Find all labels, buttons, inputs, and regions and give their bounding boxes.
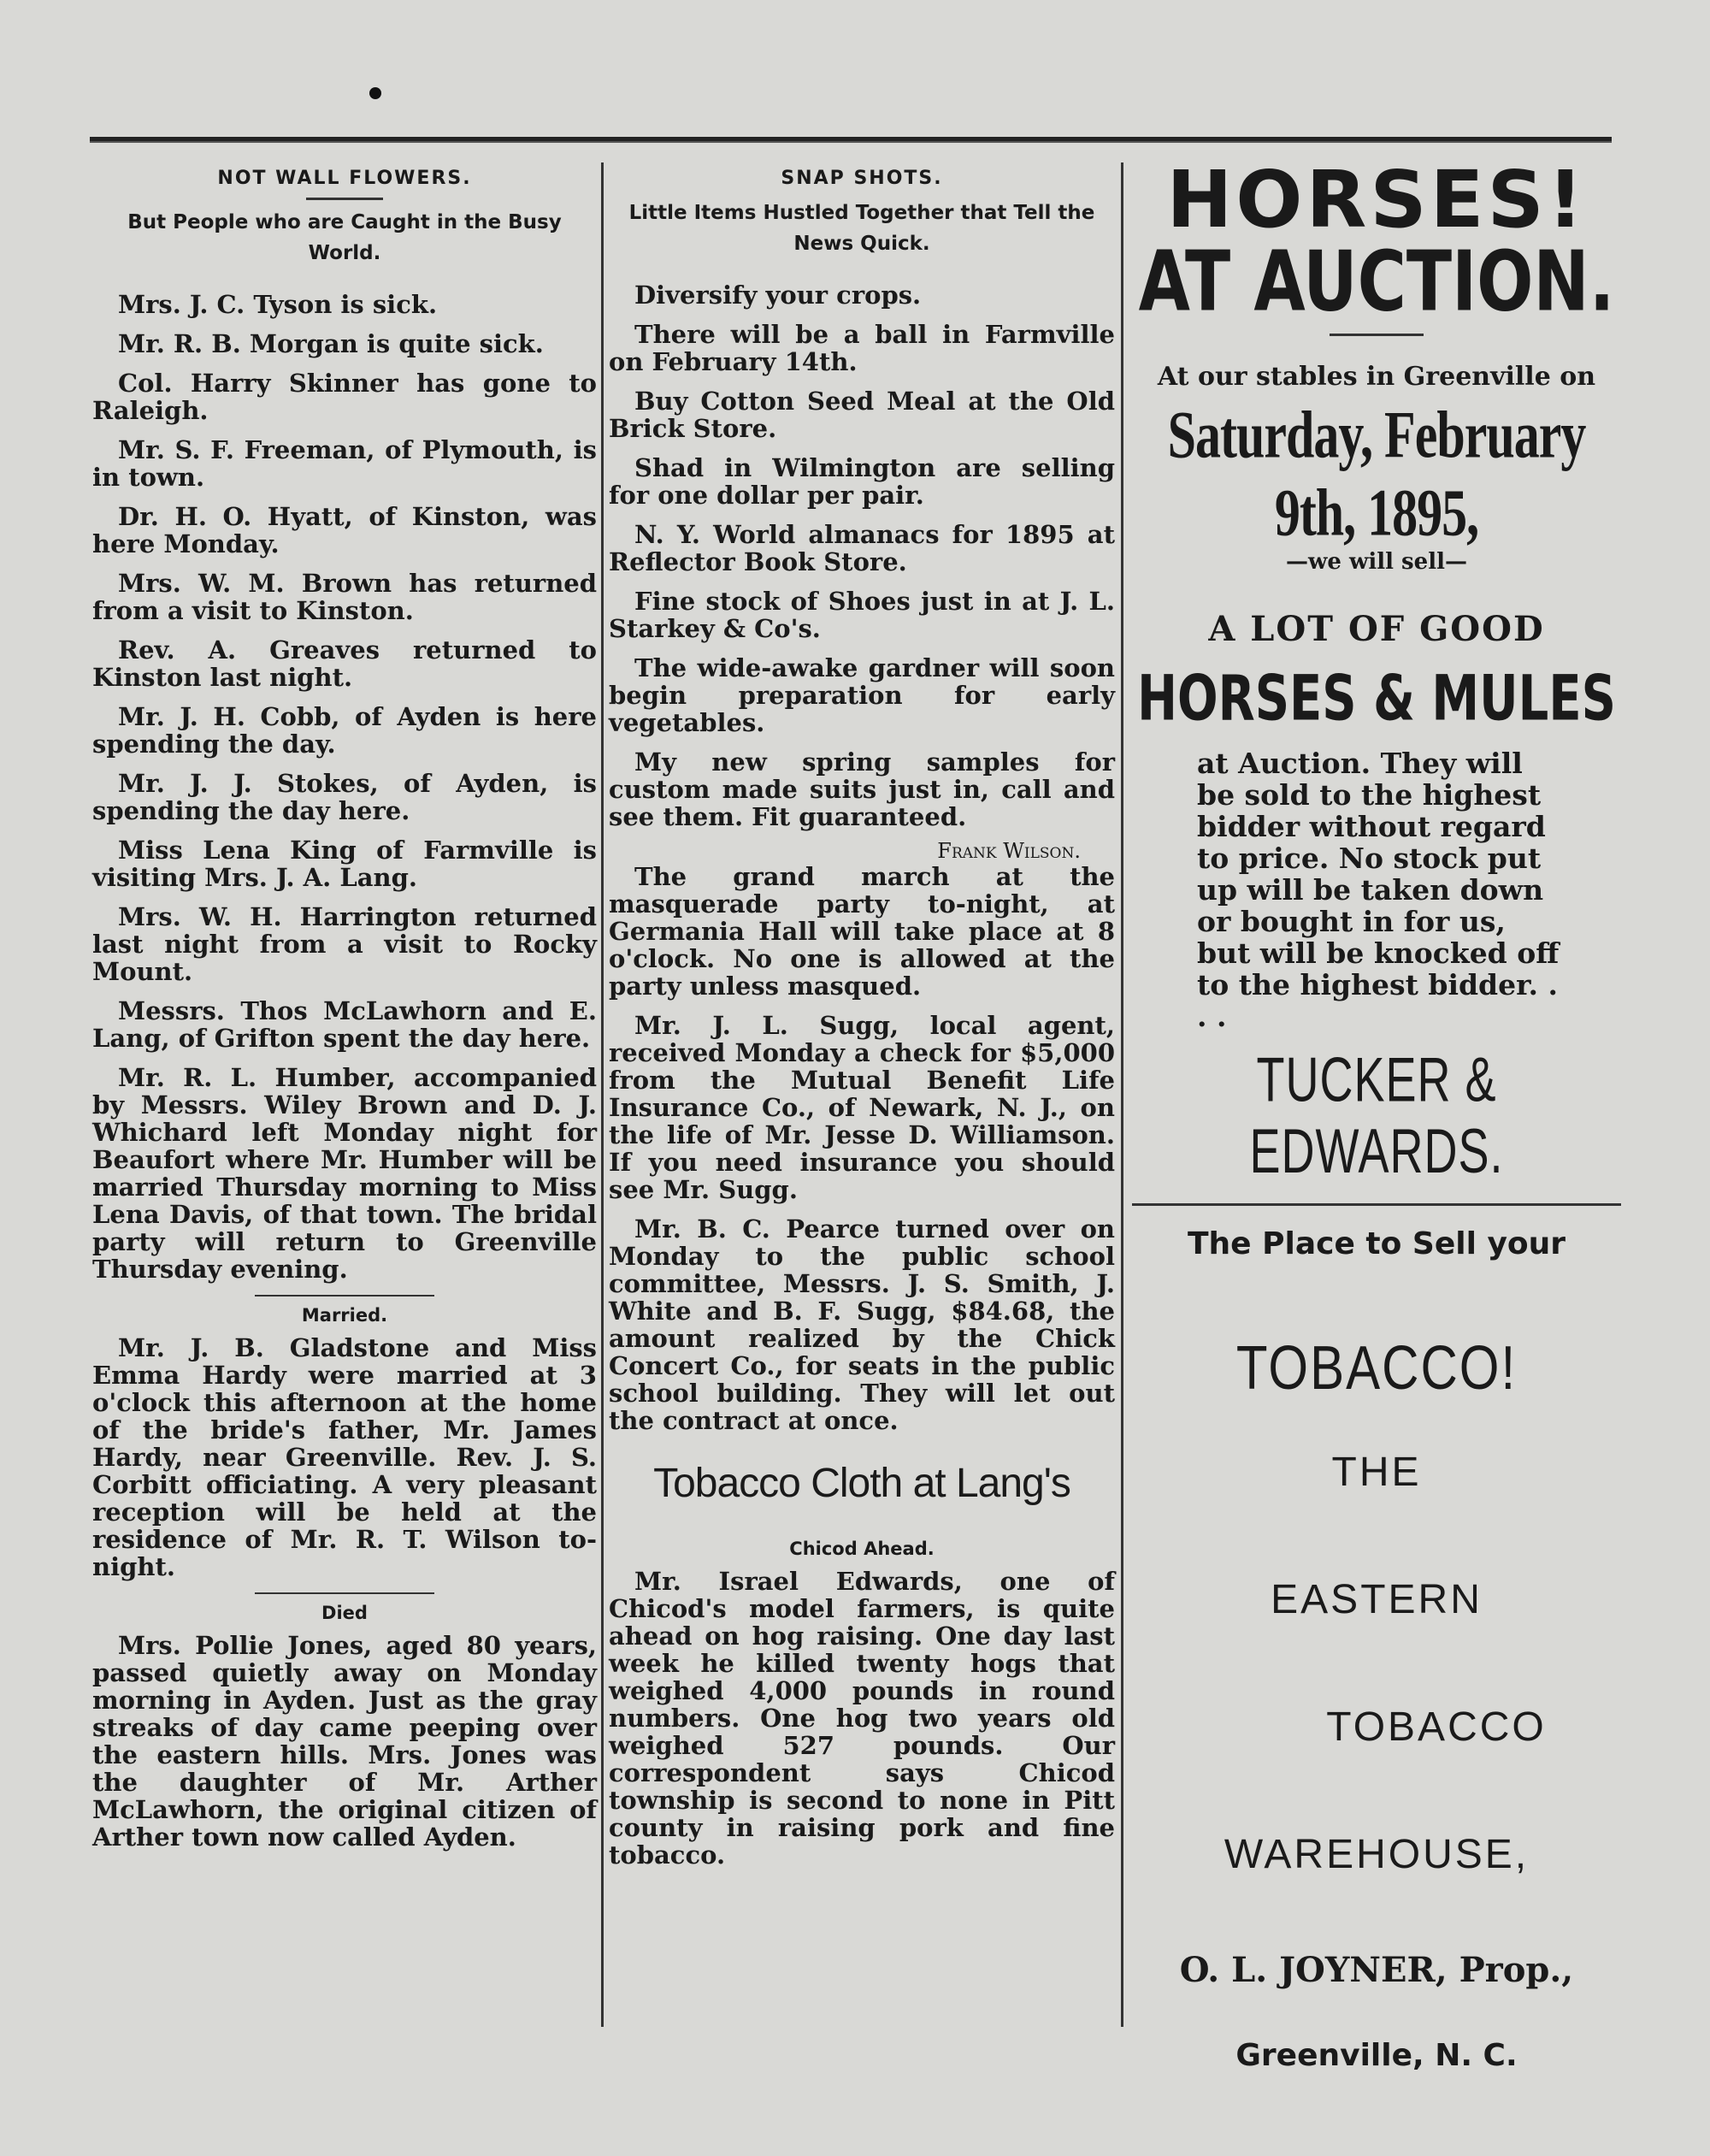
warehouse-eastern: EASTERN xyxy=(1271,1577,1483,1622)
auction-terms: at Auction. They will be sold to the highest bidder without regard to price. No stock put up will be taken down or bought in for us, but will be knocked off to the highest bidder. . . . xyxy=(1197,747,1560,1033)
news-item: My new spring samples for custom made suits just in, call and see them. Fit guaranteed. xyxy=(609,747,1115,831)
chicod-article: Mr. Israel Edwards, one of Chicod's model farmers, is quite ahead on hog raising. One day last week he killed twenty hogs that weighed 4,000 pounds in round numbers. One hog two years old weighed 527 pounds. Our correspondent says Chicod township is second to none in Pitt county in raising pork and fine tobacco. xyxy=(609,1567,1115,1870)
column-rule-1 xyxy=(601,162,604,2027)
news-item: Messrs. Thos McLawhorn and E. Lang, of Grifton spent the day here. xyxy=(92,996,597,1053)
news-item: Shad in Wilmington are selling for one dollar per pair. xyxy=(609,453,1115,510)
auction-firm: TUCKER & EDWARDS. xyxy=(1249,1045,1504,1187)
column-heading: SNAP SHOTS. xyxy=(781,168,943,189)
column-personals xyxy=(92,154,597,1863)
warehouse-tobacco-name: TOBACCO xyxy=(1326,1704,1547,1750)
column-snap-shots xyxy=(609,154,1115,1881)
warehouse-owner: O. L. JOYNER, Prop., xyxy=(1179,1950,1574,1990)
news-item: Mr. J. H. Cobb, of Ayden is here spending the day. xyxy=(92,702,597,759)
news-item: Buy Cotton Seed Meal at the Old Brick Store. xyxy=(609,387,1115,443)
ornament-rule xyxy=(1330,334,1424,336)
obituary-notice: Mrs. Pollie Jones, aged 80 years, passed quietly away on Monday morning in Ayden. Just as the gray streaks of day came peeping over the eastern hills. Mrs. Jones was the daughter of Mr. Arther McLawhorn, the original citizen of Arther town now called Ayden. xyxy=(92,1631,597,1852)
snap-items xyxy=(609,281,1115,1434)
section-rule xyxy=(255,1295,434,1297)
auction-will-sell: —we will sell— xyxy=(1286,549,1467,575)
news-item: Mr. B. C. Pearce turned over on Monday to the public school committee, Messrs. J. S. Smith, J. White and B. F. Sugg, $84.68, the amount realized by the Chick Concert Co., for seats in the public school building. They will let out the contract at once. xyxy=(609,1214,1115,1435)
personal-items xyxy=(92,291,597,1283)
news-item: Mr. S. F. Freeman, of Plymouth, is in town. xyxy=(92,435,597,492)
warehouse-tobacco: TOBACCO! xyxy=(1235,1333,1518,1403)
news-item: Fine stock of Shoes just in at J. L. Starkey & Co's. xyxy=(609,587,1115,643)
news-item: There will be a ball in Farmville on February 14th. xyxy=(609,320,1115,376)
news-item: Dr. H. O. Hyatt, of Kinston, was here Monday. xyxy=(92,502,597,558)
warehouse-name: WAREHOUSE, xyxy=(1224,1832,1530,1877)
column-rule-2 xyxy=(1121,162,1123,2027)
news-item: The wide-awake gardner will soon begin preparation for early vegetables. xyxy=(609,653,1115,737)
warehouse-the: THE xyxy=(1331,1450,1422,1495)
chicod-heading: Chicod Ahead. xyxy=(789,1539,935,1559)
news-item: Col. Harry Skinner has gone to Raleigh. xyxy=(92,369,597,425)
page-mark xyxy=(369,87,381,99)
ad-separator xyxy=(1132,1203,1621,1206)
warehouse-tagline: The Place to Sell your xyxy=(1187,1226,1566,1261)
news-item: Mr. J. L. Sugg, local agent, received Monday a check for $5,000 from the Mutual Benefit Life Insurance Co., of Newark, N. J., on the life of Mr. Jesse D. Williamson. If you need insurance you should see Mr. Sugg. xyxy=(609,1011,1115,1204)
news-item: The grand march at the masquerade party to-night, at Germania Hall will take place at 8 o'clock. No one is allowed at the party unless masqued. xyxy=(609,862,1115,1001)
news-item: Mr. J. J. Stokes, of Ayden, is spending the day here. xyxy=(92,769,597,825)
advertisement-banner: Tobacco Cloth at Lang's xyxy=(653,1461,1070,1506)
column-advertisements xyxy=(1129,154,1624,2073)
top-rule xyxy=(90,137,1612,143)
column-subheading: Little Items Hustled Together that Tell the News Quick. xyxy=(628,202,1095,255)
news-item: Mr. R. L. Humber, accompanied by Messrs. Wiley Brown and D. J. Whichard left Monday night for Beaufort where Mr. Humber will be married Thursday morning to Miss Lena Davis, of that town. The bridal party will return to Greenville Thursday evening. xyxy=(92,1063,597,1284)
heading-rule xyxy=(306,198,383,200)
column-heading: NOT WALL FLOWERS. xyxy=(217,168,472,189)
news-item: Mrs. J. C. Tyson is sick. xyxy=(118,290,438,319)
auction-subtitle: AT AUCTION. xyxy=(1138,233,1615,331)
item-signature: Frank Wilson. xyxy=(937,839,1081,863)
news-item: Mr. R. B. Morgan is quite sick. xyxy=(118,329,544,358)
died-heading: Died xyxy=(321,1603,368,1623)
married-heading: Married. xyxy=(301,1305,388,1326)
news-item: Diversify your crops. xyxy=(634,281,922,310)
married-notice: Mr. J. B. Gladstone and Miss Emma Hardy were married at 3 o'clock this afternoon at the home of the bride's father, Mr. James Hardy, near Greenville. Rev. J. S. Corbitt officiating. A very pleasant reception will be held at the residence of Mr. R. T. Wilson to-night. xyxy=(92,1333,597,1581)
news-item: Mrs. W. M. Brown has returned from a visit to Kinston. xyxy=(92,569,597,625)
auction-lot: A LOT OF GOOD xyxy=(1208,609,1545,649)
news-item: N. Y. World almanacs for 1895 at Reflector Book Store. xyxy=(609,520,1115,576)
news-item: Mrs. W. H. Harrington returned last night from a visit to Rocky Mount. xyxy=(92,902,597,986)
section-rule xyxy=(255,1592,434,1594)
warehouse-city: Greenville, N. C. xyxy=(1235,2038,1518,2073)
news-item: Rev. A. Greaves returned to Kinston last night. xyxy=(92,635,597,692)
column-subheading: But People who are Caught in the Busy World. xyxy=(127,211,562,264)
news-item: Miss Lena King of Farmville is visiting Mrs. J. A. Lang. xyxy=(92,836,597,892)
auction-location: At our stables in Greenville on xyxy=(1157,362,1596,392)
auction-title: HORSES! xyxy=(1166,154,1587,245)
auction-date: Saturday, February 9th, 1895, xyxy=(1167,398,1586,550)
auction-horses-mules: HORSES & MULES xyxy=(1137,663,1616,735)
